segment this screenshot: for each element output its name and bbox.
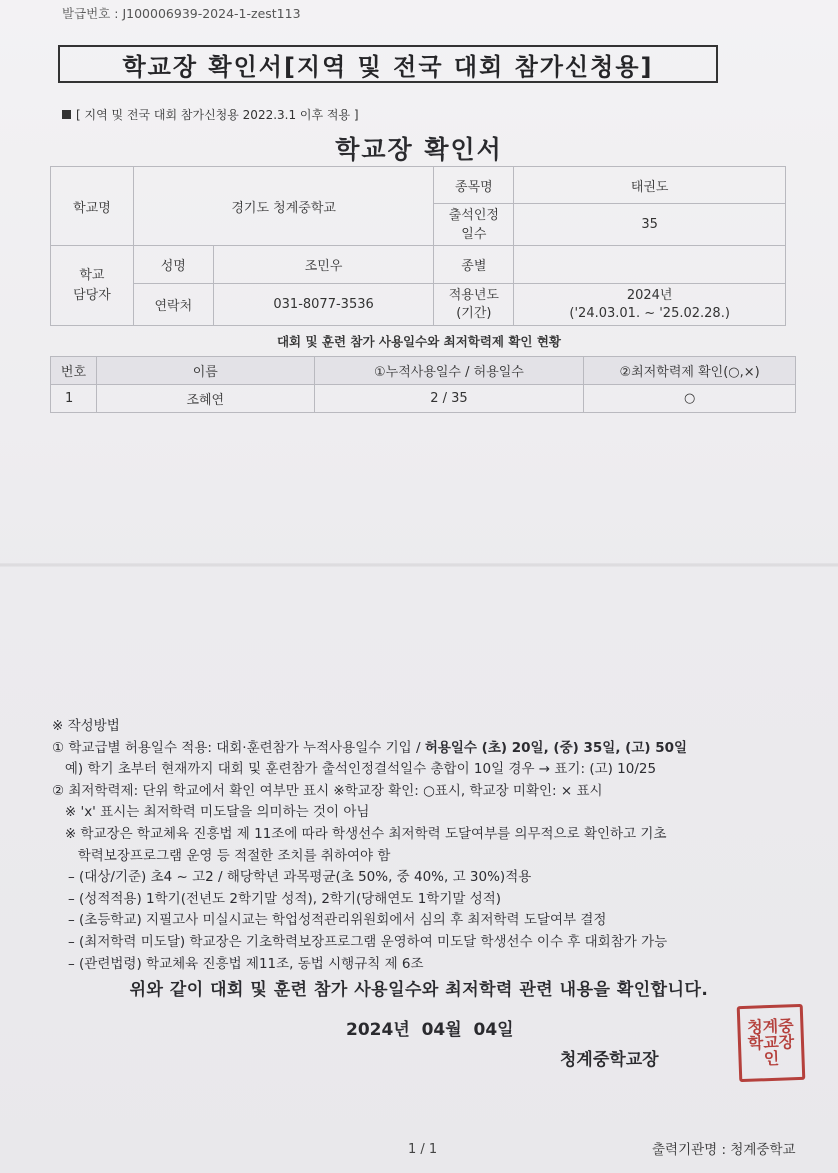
col-header-days: ①누적사용일수 / 허용일수: [314, 357, 584, 385]
sub-note: [62, 106, 359, 123]
header-title: 학교장 확인서[지역 및 전국 대회 참가신청용]: [58, 45, 718, 83]
attendance-label: 출석인정 일수: [434, 204, 514, 246]
note-2-b: ※ 학교장은 학교체육 진흥법 제 11조에 따라 학생선수 최저학력 도달여부를 의무적으로 확인하고 기초: [52, 825, 667, 842]
contact-value: 031-8077-3536: [213, 284, 434, 326]
detail-4: – (최저학력 미도달) 학교장은 기초학력보장프로그램 운영하여 미도달 학생선수 이수 후 대회참가 가능: [68, 933, 668, 950]
seal-text: 청계중학교장인: [746, 1016, 795, 1069]
note-2: ② 최저학력제: 단위 학교에서 확인 여부만 표시 ※학교장 확인: ○표시, 학교장 미확인: × 표시: [52, 782, 603, 799]
event-value: 태권도: [514, 167, 786, 204]
row-days: 2 / 35: [314, 385, 584, 413]
detail-2: – (성적적용) 1학기(전년도 2학기말 성적), 2학기(당해연도 1학기말 성적): [68, 890, 502, 907]
note-2-c: 학력보장프로그램 운영 등 적절한 조치를 취하여야 함: [52, 847, 391, 864]
year-value: 2024년: [626, 287, 673, 303]
principal-name: 청계중학교장: [560, 1050, 659, 1070]
detail-1: – (대상/기준) 초4 ~ 고2 / 해당학년 과목평균(초 50%, 중 40%, 고 30%)적용: [68, 869, 532, 886]
issue-date: 2024년 04월 04일: [346, 1020, 514, 1040]
category-label: 종별: [434, 246, 514, 284]
table-row: [51, 385, 796, 413]
square-bullet-icon: [62, 110, 71, 119]
sub-note-text: [ 지역 및 전국 대회 참가신청용 2022.3.1 이후 적용 ]: [76, 108, 359, 122]
name-value: 조민우: [213, 246, 434, 284]
issuer-label: 출력기관명 : 청계중학교: [652, 1142, 796, 1158]
note-1-text: ① 학교급별 허용일수 적용: 대회·훈련참가 누적사용일수 기입 /: [52, 739, 425, 756]
year-cell: [514, 284, 786, 326]
notes-heading: ※ 작성방법: [52, 718, 120, 734]
note-1-bold: 허용일수 (초) 20일, (중) 35일, (고) 50일: [424, 739, 688, 756]
category-value: [514, 246, 786, 284]
school-value: 경기도 청계중학교: [133, 167, 434, 246]
detail-3: – (초등학교) 지필고사 미실시교는 학업성적관리위원회에서 심의 후 최저학력 도달여부 결정: [68, 912, 607, 929]
info-table: [50, 166, 786, 326]
detail-5: – (관련법령) 학교체육 진흥법 제11조, 동법 시행규칙 제 6조: [68, 955, 424, 972]
confirm-statement: 위와 같이 대회 및 훈련 참가 사용일수와 최저학력 관련 내용을 확인합니다.: [129, 980, 709, 1000]
period-value: ('24.03.01. ~ '25.02.28.): [569, 305, 730, 321]
year-label: 적용년도 (기간): [434, 284, 514, 326]
page-number: 1 / 1: [408, 1142, 438, 1157]
status-table: [50, 356, 796, 413]
document-title: 학교장 확인서: [335, 135, 503, 164]
school-label: 학교명: [51, 167, 134, 246]
attendance-value: 35: [514, 204, 786, 246]
note-2-a: ※ 'x' 표시는 최저학력 미도달을 의미하는 것이 아님: [52, 804, 370, 821]
col-header-name: 이름: [96, 357, 314, 385]
col-header-number: 번호: [51, 357, 97, 385]
col-header-academic: ②최저학력제 확인(○,×): [584, 357, 796, 385]
note-1-example: 예) 학기 초부터 현재까지 대회 및 훈련참가 출석인정결석일수 총합이 10일 경우 → 표기: (고) 10/25: [52, 761, 657, 778]
row-number: 1: [51, 385, 97, 413]
issue-number: 발급번호 : J100006939-2024-1-zest113: [62, 6, 301, 21]
official-seal: [737, 1004, 806, 1082]
paper-fold: [0, 563, 838, 567]
note-1: [52, 738, 687, 760]
event-label: 종목명: [434, 167, 514, 204]
row-academic-check: ○: [584, 385, 796, 413]
name-label: 성명: [133, 246, 213, 284]
section-title: 대회 및 훈련 참가 사용일수와 최저학력제 확인 현황: [276, 334, 562, 349]
writing-notes: [52, 716, 687, 975]
contact-label: 연락처: [133, 284, 213, 326]
manager-label: 학교 담당자: [51, 246, 134, 326]
row-name: 조혜연: [96, 385, 314, 413]
